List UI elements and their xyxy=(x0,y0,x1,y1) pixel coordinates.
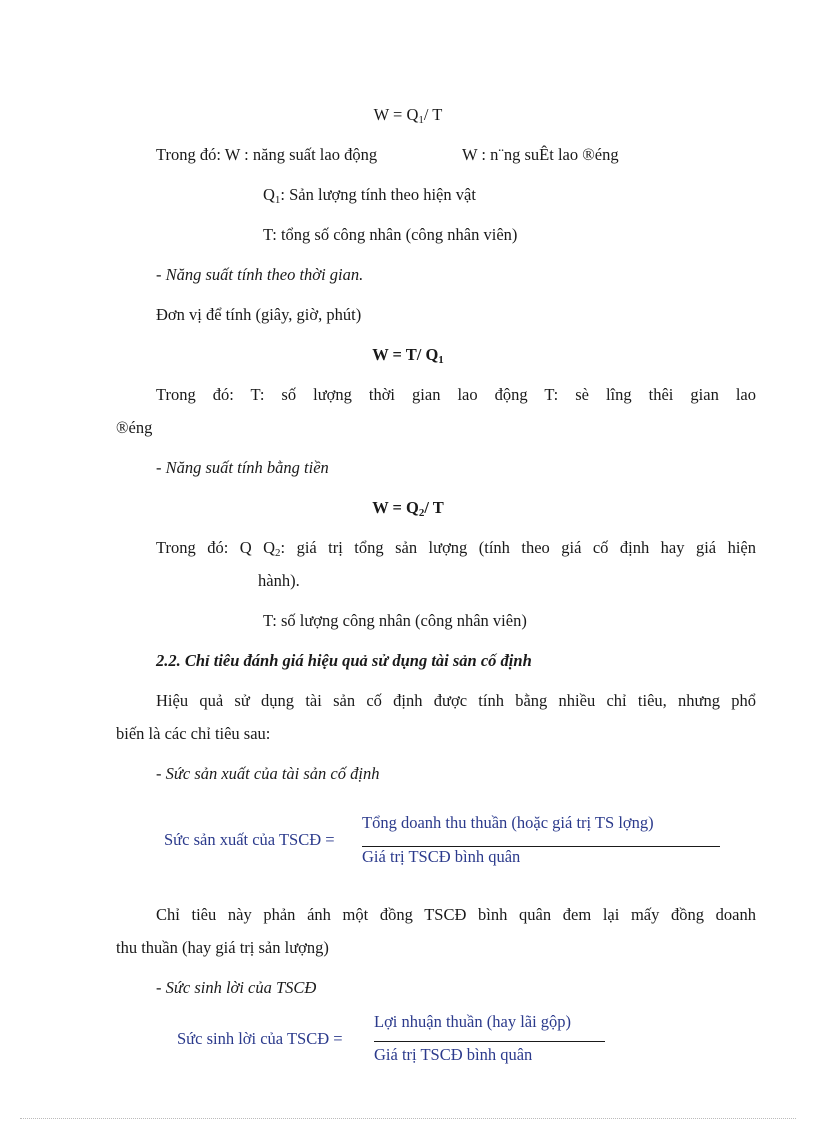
formula-text: / T xyxy=(423,105,443,124)
fraction2-denominator: Giá trị TSCĐ bình quân xyxy=(374,1045,533,1064)
fraction2-numerator: Lợi nhuận thuần (hay lãi gộp) xyxy=(374,1012,572,1031)
definition-t-workers: T: số lượng công nhân (công nhân viên) xyxy=(263,611,527,630)
item-productivity-by-money: - Năng suất tính bằng tiền xyxy=(156,458,329,477)
fraction1-numerator: Tổng doanh thu thuần (hoặc giá trị TS lợng) xyxy=(362,813,654,832)
definition-text: : Sản lượng tính theo hiện vật xyxy=(280,185,476,204)
page-bottom-divider xyxy=(20,1118,796,1119)
definition-w-vi: Trong đó: W : năng suất lao động xyxy=(156,145,378,164)
formula-time-productivity xyxy=(0,344,816,366)
definition-t: T: tổng số công nhân (công nhân viên) xyxy=(263,225,518,244)
symbol: Trong đó: Q Q xyxy=(156,538,276,557)
fraction1-denominator: Giá trị TSCĐ bình quân xyxy=(362,847,521,866)
formula-text: W = Q xyxy=(373,105,419,124)
paragraph-output-explain-line1: Chỉ tiêu này phản ánh một đồng TSCĐ bình quân đem lại mấy đồng doanh xyxy=(156,905,756,924)
formula-money-productivity xyxy=(0,497,816,519)
definition-q2 xyxy=(156,537,756,559)
fraction2-lhs: Sức sinh lời của TSCĐ = xyxy=(177,1029,343,1048)
definition-w-garbled: W : n¨ng suÊt lao ®éng xyxy=(462,145,619,164)
definition-q2-continued: hành). xyxy=(258,571,300,590)
formula-text: / T xyxy=(424,498,444,517)
fraction2-bar xyxy=(374,1041,605,1042)
definition-t-time-continued: ®éng xyxy=(116,418,153,437)
paragraph-intro-line2: biến là các chỉ tiêu sau: xyxy=(116,724,271,743)
unit-line: Đơn vị để tính (giây, giờ, phút) xyxy=(156,305,362,324)
formula-subscript: 1 xyxy=(438,354,444,366)
fraction1-lhs: Sức sản xuất của TSCĐ = xyxy=(164,830,335,849)
item-fixed-asset-profit: - Sức sinh lời của TSCĐ xyxy=(156,978,317,997)
formula-text: W = T/ Q xyxy=(372,345,439,364)
formula-subscript: 1 xyxy=(418,114,424,126)
symbol-subscript: 1 xyxy=(274,194,281,206)
item-fixed-asset-output: - Sức sản xuất của tài sản cố định xyxy=(156,764,380,783)
definition-q1 xyxy=(263,184,476,206)
item-productivity-by-time: - Năng suất tính theo thời gian. xyxy=(156,265,364,284)
paragraph-output-explain-line2: thu thuần (hay giá trị sản lượng) xyxy=(116,938,329,957)
formula-subscript: 2 xyxy=(418,507,425,519)
formula-labor-productivity xyxy=(0,104,816,126)
definition-text: : giá trị tổng sản lượng (tính theo giá cố định hay giá hiện xyxy=(280,538,756,557)
symbol: Q xyxy=(263,185,275,204)
definition-t-time: Trong đó: T: số lượng thời gian lao động T: sè lîng thêi gian lao xyxy=(156,385,756,404)
paragraph-intro-line1: Hiệu quả sử dụng tài sản cố định được tính bằng nhiều chỉ tiêu, nhưng phổ xyxy=(156,691,756,710)
symbol-subscript: 2 xyxy=(275,547,281,559)
formula-text: W = Q xyxy=(372,498,419,517)
section-heading: 2.2. Chỉ tiêu đánh giá hiệu quả sử dụng tài sản cố định xyxy=(156,651,532,670)
